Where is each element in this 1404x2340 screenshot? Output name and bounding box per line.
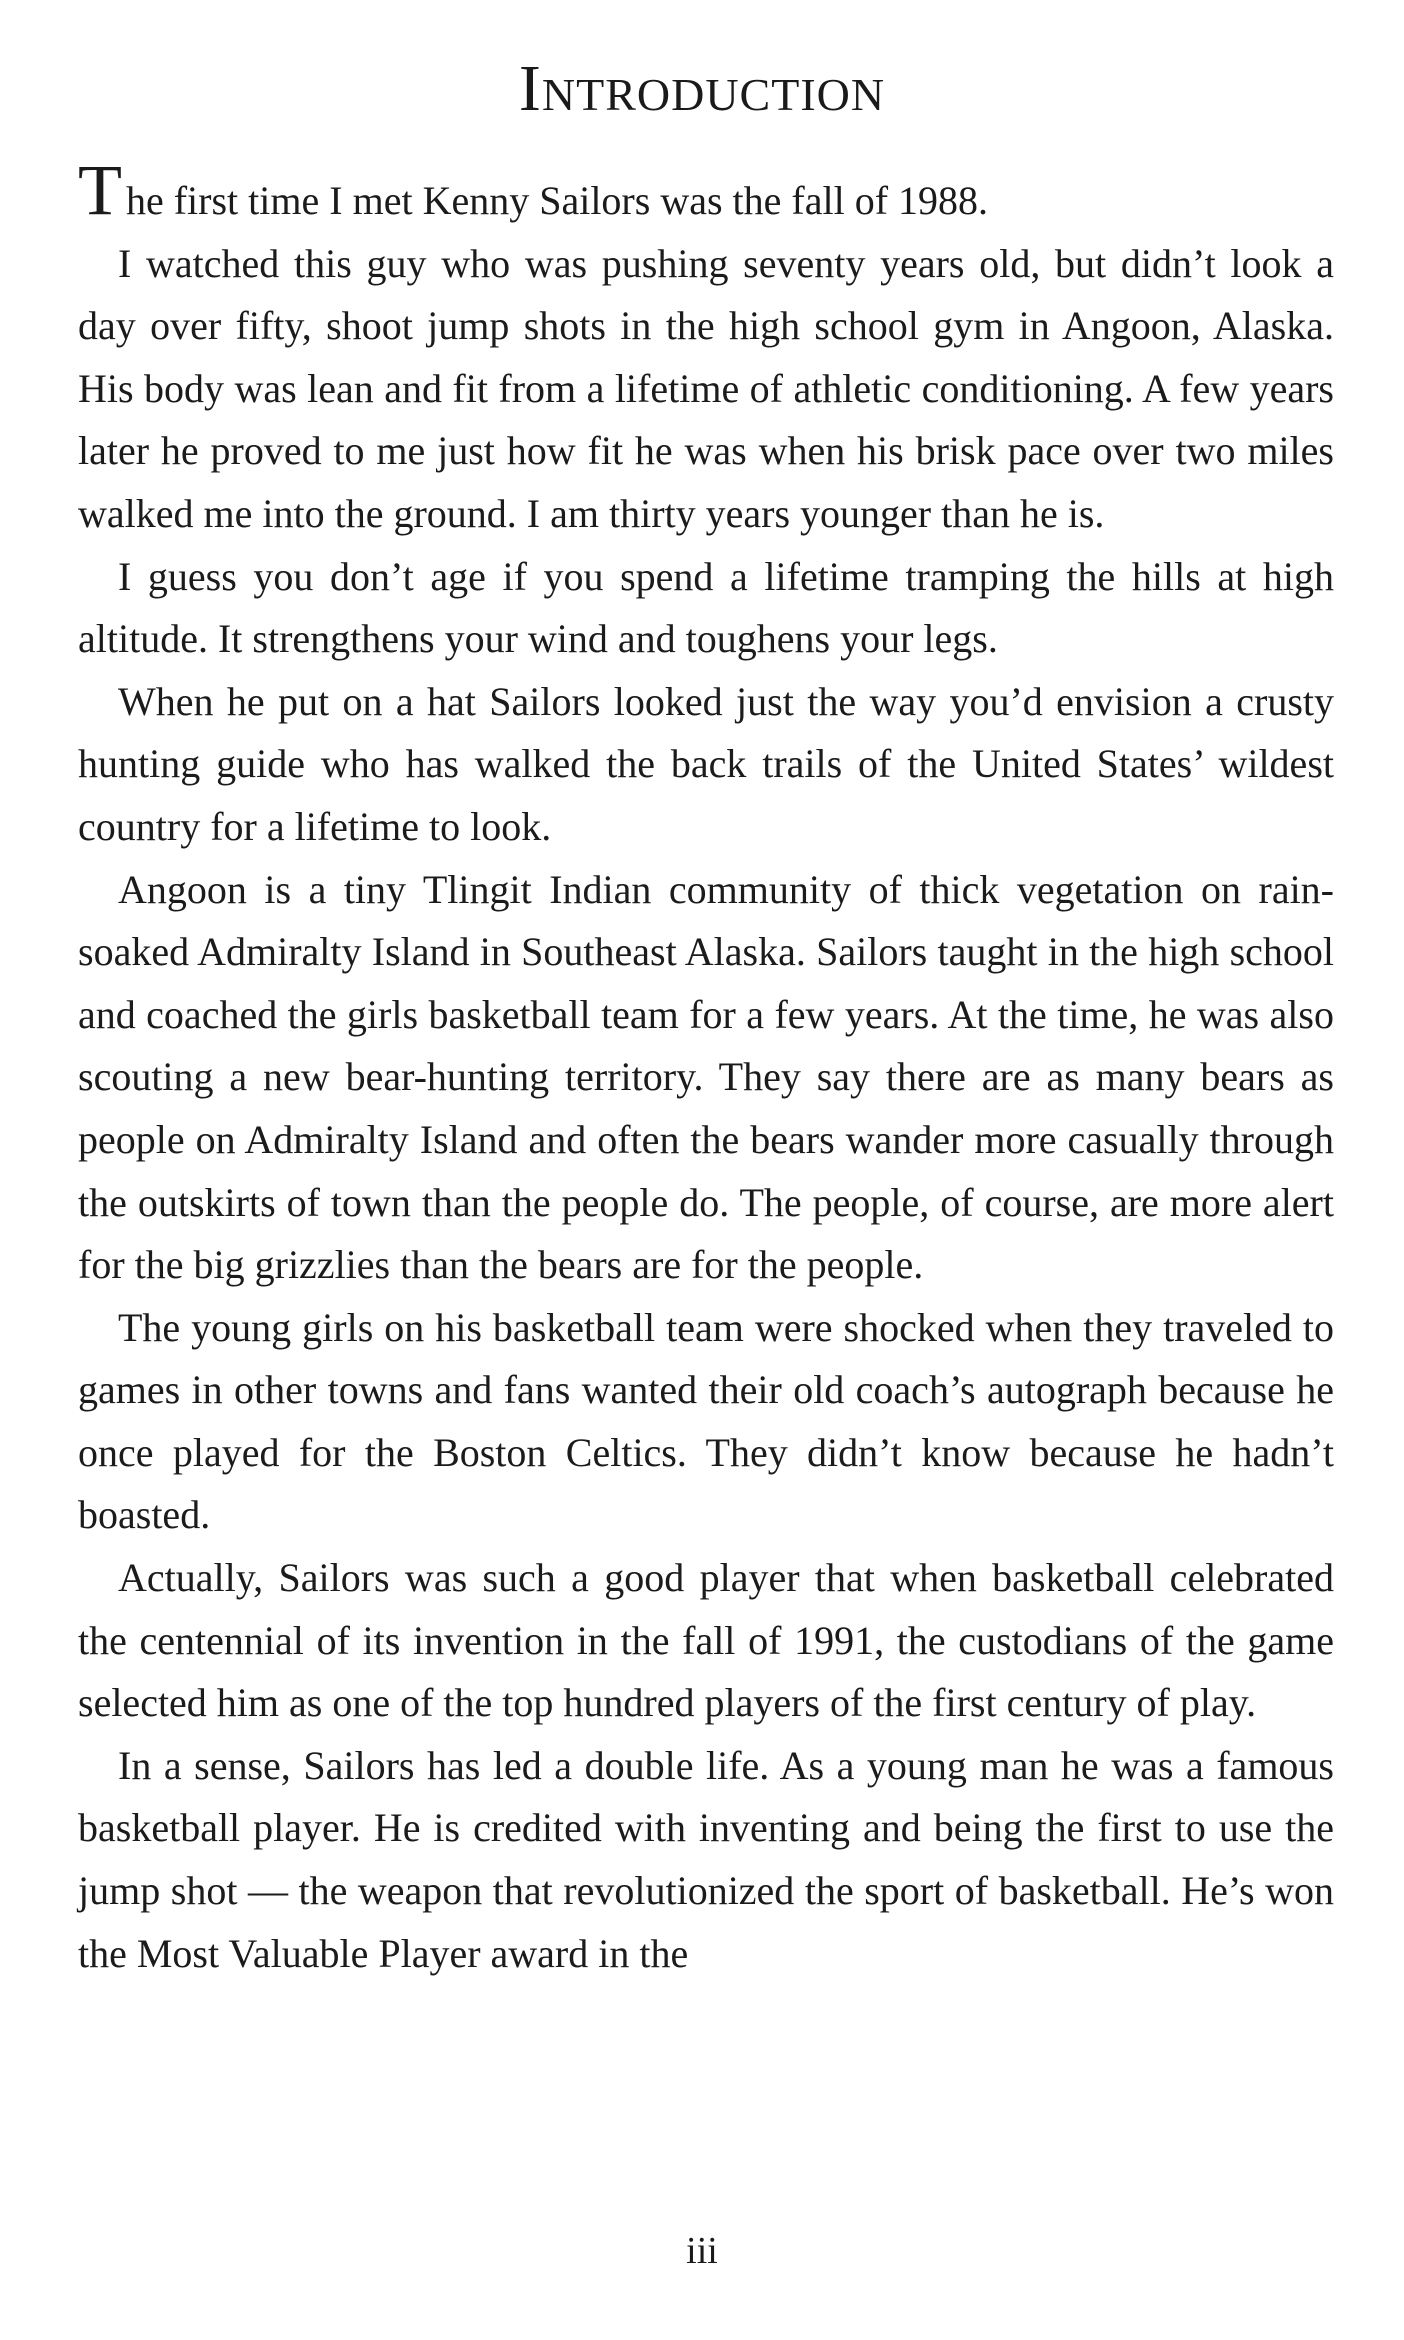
paragraph-3: I guess you don’t age if you spend a lifetime tramping the hills at high altitude. It strengthens your wind and toughens your legs.: [78, 553, 1334, 662]
paragraph-1-text: he first time I met Kenny Sailors was the fall of 1988.: [125, 178, 989, 223]
drop-cap: T: [78, 150, 122, 230]
paragraph-2: I watched this guy who was pushing seventy years old, but didn’t look a day over fifty, shoot jump shots in the high school gym in Angoon, Alaska. His body was lean and fit from a lifetime of athletic conditioning. A few years later he proved to me just how fit he was when his brisk pace over two miles walked me into the ground. I am thirty years younger than he is.: [78, 240, 1334, 536]
chapter-body: [78, 150, 1334, 1985]
paragraph-6: The young girls on his basketball team were shocked when they traveled to games in other towns and fans wanted their old coach’s autograph because he once played for the Boston Celtics. They didn’t know because he hadn’t boasted.: [78, 1304, 1334, 1538]
paragraph-7: Actually, Sailors was such a good player that when basketball celebrated the centennial of its invention in the fall of 1991, the custodians of the game selected him as one of the top hundred players of the first century of play.: [78, 1555, 1334, 1726]
chapter-title: Introduction: [518, 52, 886, 125]
paragraph-1: [78, 150, 1334, 233]
paragraph-8: In a sense, Sailors has led a double life. As a young man he was a famous basketball player. He is credited with inventing and being the first to use the jump shot — the weapon that revolutionized the sport of basketball. He’s won the Most Valuable Player award in the: [78, 1742, 1334, 1976]
paragraph-5: Angoon is a tiny Tlingit Indian community of thick vegetation on rain-soaked Admiralty Island in Southeast Alaska. Sailors taught in the high school and coached the girls basketball team for a few years. At the time, he was also scouting a new bear-hunting territory. They say there are as many bears as people on Admiralty Island and often the bears wander more casually through the outskirts of town than the people do. The people, of course, are more alert for the big grizzlies than the bears are for the people.: [78, 866, 1334, 1288]
paragraph-4: When he put on a hat Sailors looked just the way you’d envision a crusty hunting guide who has walked the back trails of the United States’ wildest country for a lifetime to look.: [78, 678, 1334, 849]
page-number: iii: [686, 2230, 718, 2272]
